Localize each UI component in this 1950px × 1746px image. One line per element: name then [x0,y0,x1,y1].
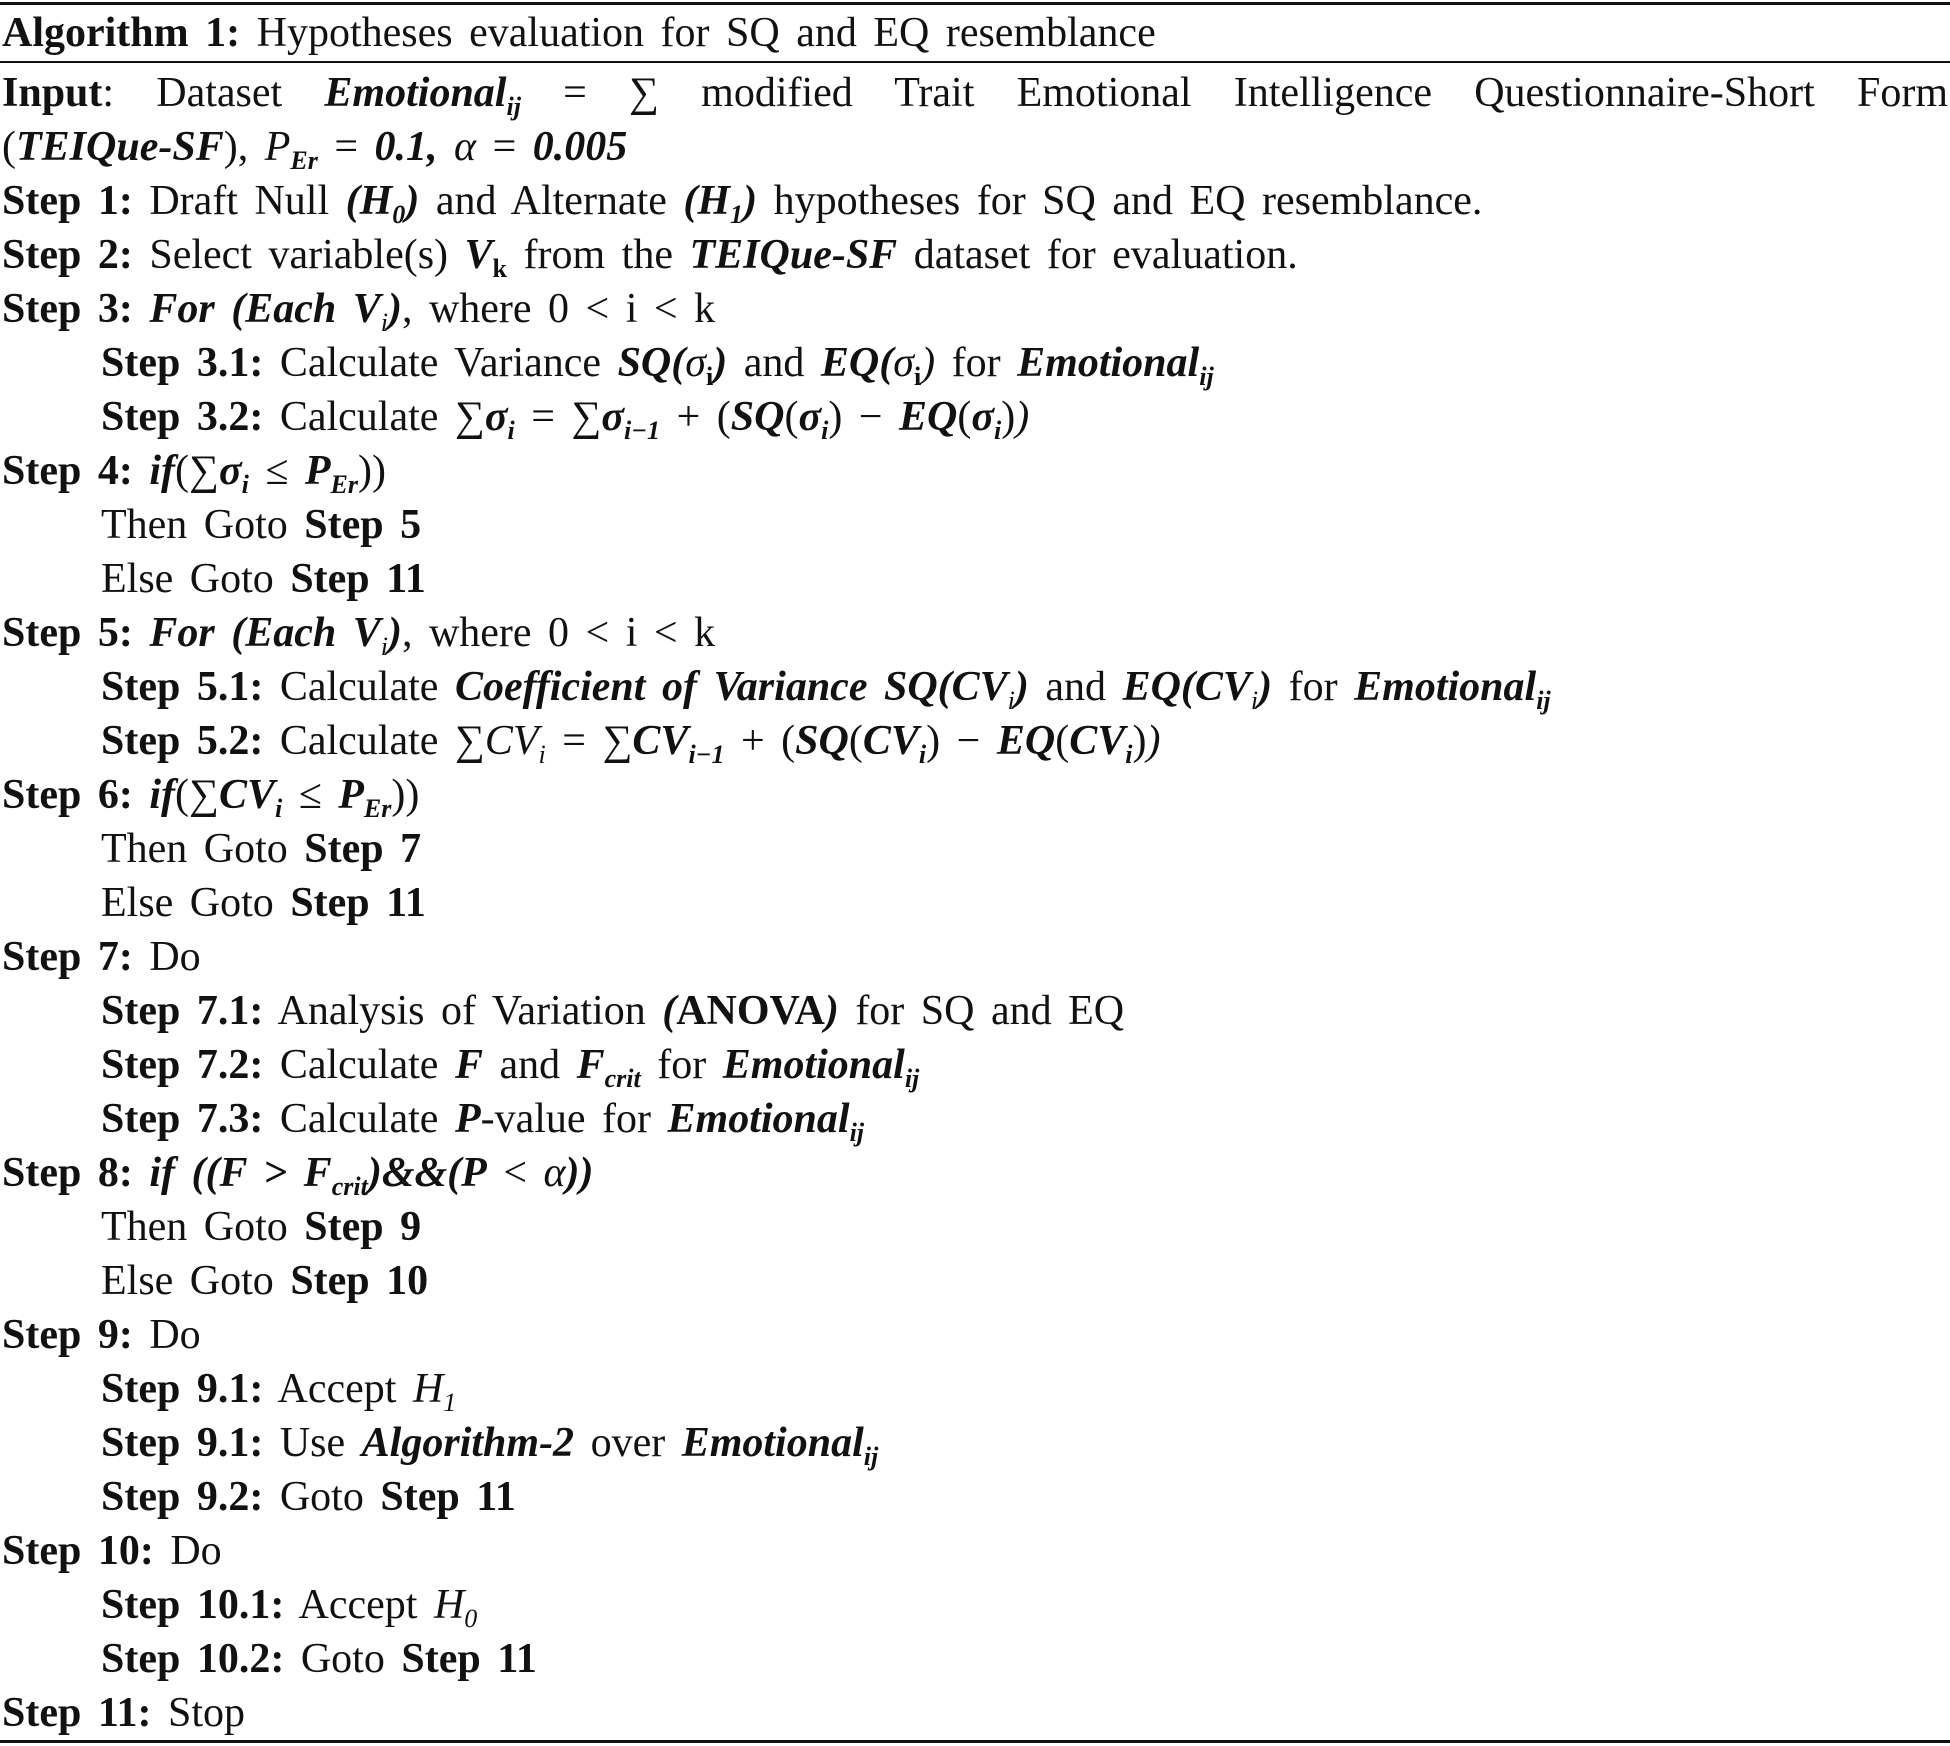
step-4-then: Then Goto Step 5 [101,502,422,548]
step-5: Step 5: For (Each $V_i$), where 0 < i < k [2,610,716,662]
step-label: Step 3.2: [101,394,264,440]
step-10-2: Step 10.2: Goto Step 11 [101,1636,537,1682]
step-9-1: Step 9.1: Accept $H_1$ [101,1366,457,1418]
step-text: Do [149,1312,201,1358]
input-label: Input [2,70,103,116]
step-label: Step 9.2: [101,1474,264,1520]
step-5-1: Step 5.1: Calculate Coefficient of Variance $SQ(CV_i)$ and $EQ(CV_i)$ for Emotional$_{ij}$ [101,664,1551,716]
step-label: Step 3: [2,286,133,332]
step-label: Step 10: [2,1528,154,1574]
step-label: Step 2: [2,232,133,278]
top-rule [0,2,1950,5]
step-8: Step 8: if $((F > F_{crit})\&\&(P < \alpha))$ [2,1150,594,1202]
step-label: Step 6: [2,772,133,818]
step-10 [2,1524,222,1578]
step-label: Step 10.2: [101,1636,285,1682]
step-7-2: Step 7.2: Calculate F and $F_{crit}$ for Emotional$_{ij}$ [101,1042,920,1094]
input-line-1: Input: Dataset Emotional$_{ij}$ = ∑ modified Trait Emotional Intelligence Questionnaire-Short Form [2,70,1948,122]
algorithm-title-text: Hypotheses evaluation for SQ and EQ resemblance [256,10,1156,56]
step-text: Stop [168,1690,246,1736]
input-line-2: (TEIQue-SF), $P_{Er} = 0.1$, α = 0.005 [2,124,628,176]
step-9 [2,1308,201,1362]
bottom-rule [0,1740,1950,1743]
step-11 [2,1686,245,1740]
algorithm-title [2,6,1156,61]
step-label: Step 5: [2,610,133,656]
step-2: Step 2: Select variable(s) $V_k$ from the TEIQue-SF dataset for evaluation. [2,232,1298,284]
step-8-then: Then Goto Step 9 [101,1204,422,1250]
step-9-2: Step 9.2: Goto Step 11 [101,1474,516,1520]
step-label: Step 7: [2,934,133,980]
step-label: Step 5.2: [101,718,264,764]
step-label: Step 9.1: [101,1366,264,1412]
step-label: Step 9: [2,1312,133,1358]
step-label: Step 5.1: [101,664,264,710]
step-3-1: Step 3.1: Calculate Variance $SQ(\sigma_i)$ and $EQ(\sigma_i)$ for Emotional$_{ij}$ [101,340,1214,392]
step-3-2: Step 3.2: Calculate $\sum\sigma_i = \sum\sigma_{i-1} + (SQ(\sigma_i) - EQ(\sigma_i))$ [101,394,1030,446]
step-6-then: Then Goto Step 7 [101,826,422,872]
step-4-else: Else Goto Step 11 [101,556,426,602]
step-10-1: Step 10.1: Accept $H_0$ [101,1582,478,1634]
algorithm-label: Algorithm 1: [2,10,241,56]
step-text: Do [149,934,201,980]
step-9-1b: Step 9.1: Use Algorithm-2 over Emotional$_{ij}$ [101,1420,879,1472]
step-8-else: Else Goto Step 10 [101,1258,429,1304]
header-rule [0,61,1950,63]
step-label: Step 7.3: [101,1096,264,1142]
step-label: Step 1: [2,178,133,224]
step-1: Step 1: Draft Null $(H_0)$ and Alternate $(H_1)$ hypotheses for SQ and EQ resemblance. [2,178,1483,230]
step-4: Step 4: $if(\sum\sigma_i \le P_{Er})$) [2,448,387,500]
step-7-3: Step 7.3: Calculate P-value for Emotional$_{ij}$ [101,1096,865,1148]
step-label: Step 3.1: [101,340,264,386]
step-6-else: Else Goto Step 11 [101,880,426,926]
step-label: Step 7.1: [101,988,264,1034]
step-label: Step 7.2: [101,1042,264,1088]
step-5-2: Step 5.2: Calculate $\sum CV_i = \sum CV_{i-1} + (SQ(CV_i) - EQ(CV_i))$ [101,718,1161,770]
step-7 [2,930,201,984]
step-text: Do [170,1528,222,1574]
step-label: Step 11: [2,1690,152,1736]
step-label: Step 8: [2,1150,133,1196]
step-3: Step 3: For (Each $V_i$), where 0 < i < k [2,286,716,338]
step-7-1: Step 7.1: Analysis of Variation (ANOVA) for SQ and EQ [101,988,1125,1034]
step-label: Step 9.1: [101,1420,264,1466]
step-label: Step 4: [2,448,133,494]
step-label: Step 10.1: [101,1582,285,1628]
step-6: Step 6: $if(\sum CV_i \le P_{Er})$) [2,772,420,824]
